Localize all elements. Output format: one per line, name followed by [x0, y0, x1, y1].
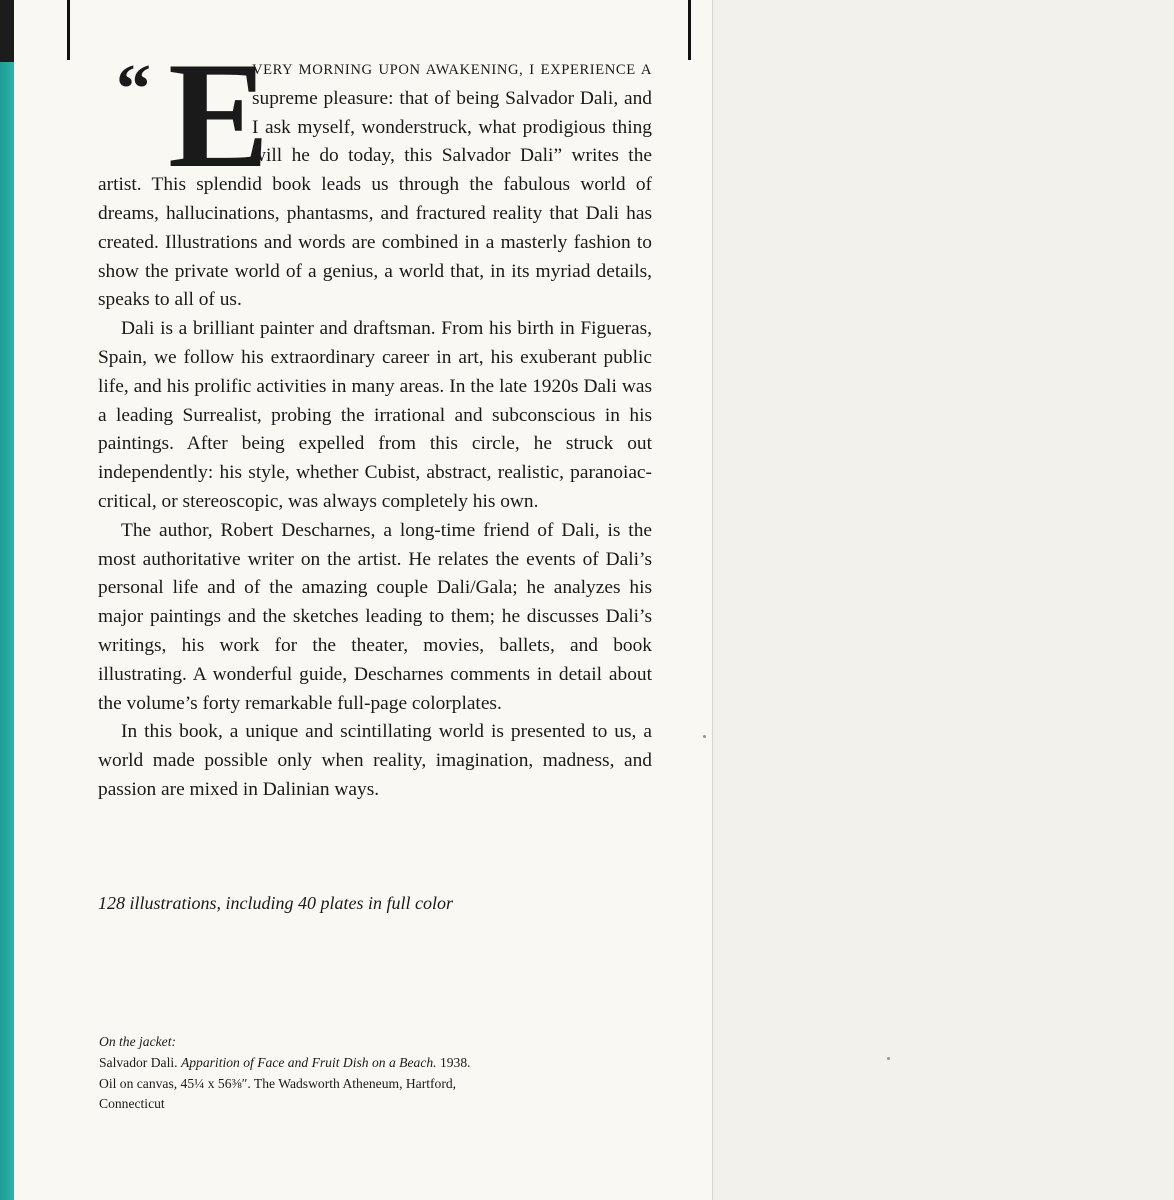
dust-speck — [703, 735, 706, 738]
credit-year: 1938. — [439, 1054, 471, 1070]
credit-location: Connecticut — [99, 1096, 165, 1112]
open-quote-mark: “ — [116, 51, 151, 128]
paragraph-3: The author, Robert Descharnes, a long-time friend of Dali, is the most authoritative writer on the artist. He relates the events of Dali’s personal life and of the amazing couple Dali/Gala; he analyzes his major paintings and the sketches leading to them; he discusses Dali’s writings, his work for the theater, movies, ballets, and book illustrating. A wonderful guide, Descharnes comments in detail about the volume’s forty remarkable full-page colorplates. — [98, 519, 652, 714]
lead-in-caps: VERY MORNING UPON AWAKENING, I EXPERIENCE A — [252, 62, 652, 78]
crop-mark-right — [688, 0, 691, 60]
credit-medium: Oil on canvas, 45¼ x 56⅜″. The Wadsworth Atheneum, Hartford, — [99, 1075, 457, 1091]
paragraph-2: Dali is a brilliant painter and draftsman. From his birth in Figueras, Spain, we follow his extraordinary career in art, his exuberant public life, and his prolific activities in many areas. In the late 1920s Dali was a leading Surrealist, probing the irrational and subconscious in his paintings. After being expelled from this circle, he struck out independently: his style, whether Cubist, abstract, realistic, paranoiac-critical, or stereoscopic, was always completely his own. — [98, 318, 652, 512]
jacket-credit — [99, 1032, 559, 1115]
spine-top-band — [0, 0, 14, 62]
dust-speck — [887, 1057, 890, 1060]
paragraph-1-text: supreme pleasure: that of being Salvador Dali, and I ask myself, wonderstruck, what prodigious thing will he do today, this Salvador Dali” writes the artist. This splendid book leads us through the fabulous world of dreams, hallucinations, phantasms, and fractured reality that Dali has created. Illustrations and words are combined in a masterly fashion to show the private world of a genius, a world that, in its myriad details, speaks to all of us. — [98, 87, 652, 311]
drop-cap-block — [98, 31, 268, 199]
paragraph-4: In this book, a unique and scintillating world is presented to us, a world made possible only when reality, imagination, madness, and passion are mixed in Dalinian ways. — [98, 721, 652, 800]
flap-copy — [98, 31, 652, 805]
illustrations-note: 128 illustrations, including 40 plates in full color — [98, 893, 454, 913]
spine-teal-strip — [0, 62, 14, 1200]
credit-artwork-line — [99, 1053, 559, 1074]
paragraph-1 — [98, 31, 652, 315]
credit-title: Apparition of Face and Fruit Dish on a Beach. — [180, 1054, 437, 1070]
blank-endpaper — [713, 0, 1174, 1200]
credit-heading: On the jacket: — [99, 1034, 176, 1049]
drop-cap: E — [168, 31, 268, 199]
credit-artist: Salvador Dali. — [99, 1054, 178, 1070]
crop-mark-left — [67, 0, 70, 60]
